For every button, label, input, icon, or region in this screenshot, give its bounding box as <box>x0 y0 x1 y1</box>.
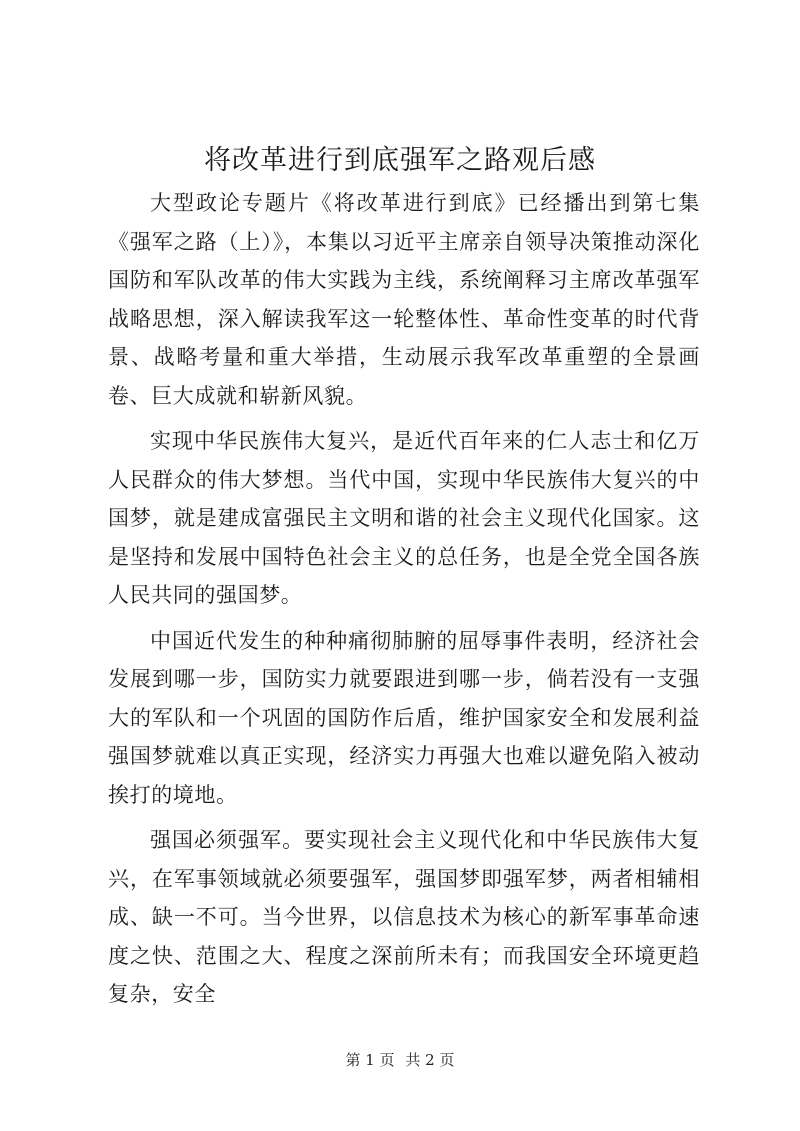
page-footer <box>0 1050 800 1070</box>
paragraph: 强国必须强军。要实现社会主义现代化和中华民族伟大复兴，在军事领域就必须要强军，强国梦即强军梦，两者相辅相成、缺一不可。当今世界，以信息技术为核心的新军事革命速度之快、范围之大、程度之深前所未有；而我国安全环境更趋复杂，安全 <box>108 828 700 1006</box>
document-title: 将改革进行到底强军之路观后感 <box>204 145 596 176</box>
page-total: 共 2 页 <box>405 1051 455 1069</box>
page-number: 第 1 页 <box>345 1051 395 1069</box>
paragraph: 实现中华民族伟大复兴，是近代百年来的仁人志士和亿万人民群众的伟大梦想。当代中国，实现中华民族伟大复兴的中国梦，就是建成富强民主文明和谐的社会主义现代化国家。这是坚持和发展中国特色社会主义的总任务，也是全党全国各族人民共同的强国梦。 <box>108 429 700 607</box>
paragraph: 中国近代发生的种种痛彻肺腑的屈辱事件表明，经济社会发展到哪一步，国防实力就要跟进到哪一步，倘若没有一支强大的军队和一个巩固的国防作后盾，维护国家安全和发展利益强国梦就难以真正实现，经济实力再强大也难以避免陷入被动挨打的境地。 <box>108 628 700 807</box>
document-body <box>108 184 700 1021</box>
paragraph: 大型政论专题片《将改革进行到底》已经播出到第七集《强军之路（上）》，本集以习近平主席亲自领导决策推动深化国防和军队改革的伟大实践为主线，系统阐释习主席改革强军战略思想，深入解读我军这一轮整体性、革命性变革的时代背景、战略考量和重大举措，生动展示我军改革重塑的全景画卷、巨大成就和崭新风貌。 <box>108 191 700 408</box>
